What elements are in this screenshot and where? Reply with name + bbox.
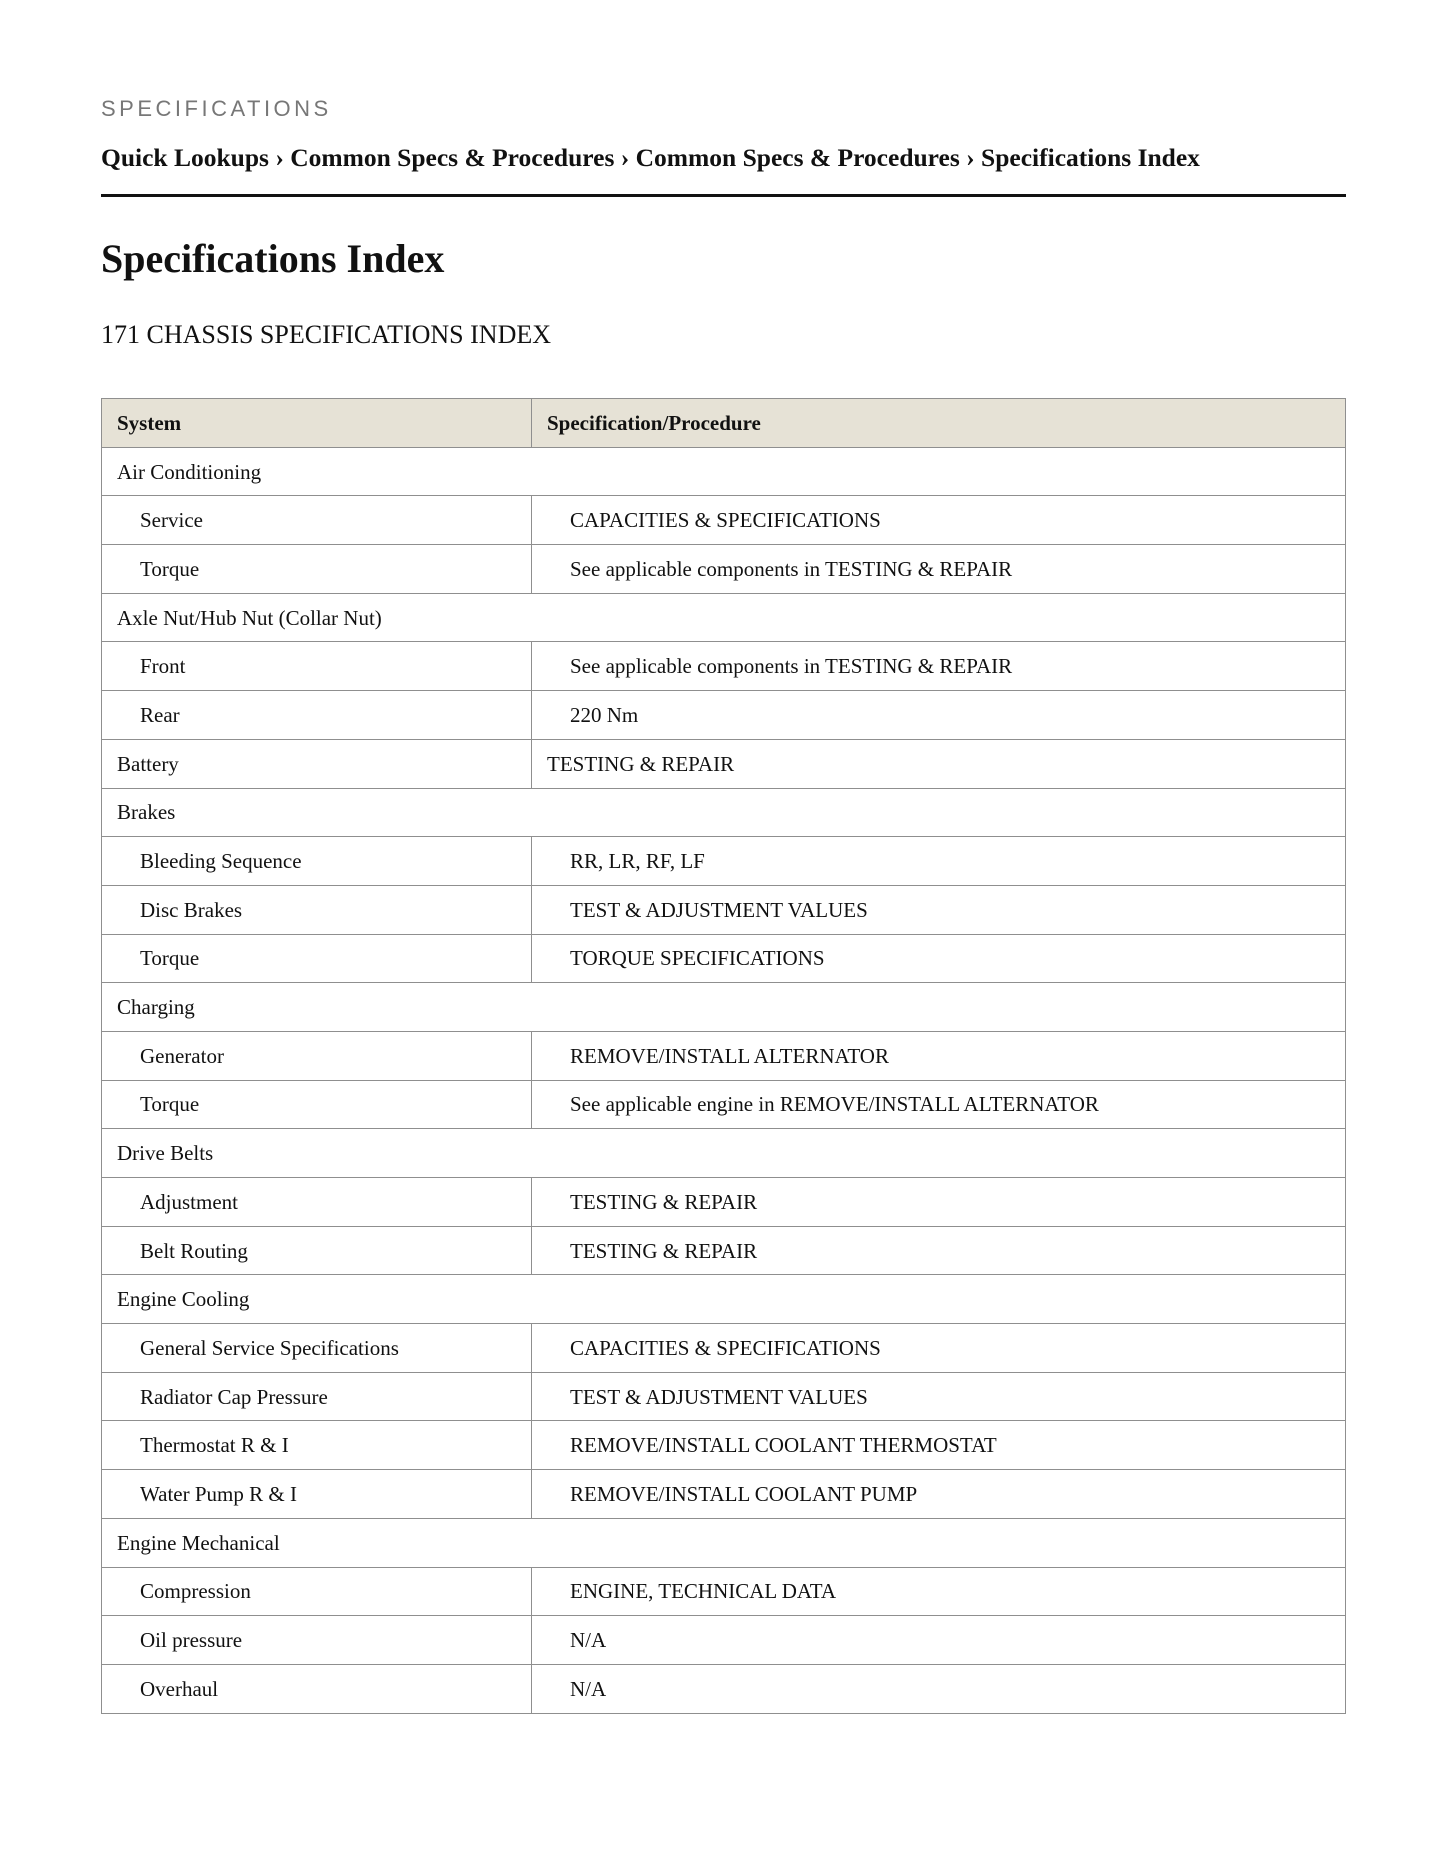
specification-cell: N/A	[532, 1616, 1346, 1665]
specification-cell: 220 Nm	[532, 691, 1346, 740]
table-row	[102, 1567, 1346, 1616]
table-group-row	[102, 788, 1346, 837]
group-label: Air Conditioning	[102, 447, 1346, 496]
breadcrumb-item[interactable]: Quick Lookups	[101, 143, 269, 172]
specification-cell: See applicable components in TESTING & REPAIR	[532, 642, 1346, 691]
specification-cell: REMOVE/INSTALL ALTERNATOR	[532, 1031, 1346, 1080]
system-cell: Disc Brakes	[102, 885, 532, 934]
specification-cell: TEST & ADJUSTMENT VALUES	[532, 885, 1346, 934]
system-cell: Generator	[102, 1031, 532, 1080]
document-subtitle: 171 CHASSIS SPECIFICATIONS INDEX	[101, 320, 552, 349]
system-cell: Compression	[102, 1567, 532, 1616]
specification-cell: TESTING & REPAIR	[532, 1226, 1346, 1275]
table-row	[102, 1178, 1346, 1227]
specification-cell: REMOVE/INSTALL COOLANT PUMP	[532, 1470, 1346, 1519]
header-divider	[101, 194, 1346, 197]
specification-cell: ENGINE, TECHNICAL DATA	[532, 1567, 1346, 1616]
system-cell: Torque	[102, 545, 532, 594]
table-row	[102, 1421, 1346, 1470]
system-cell: Adjustment	[102, 1178, 532, 1227]
group-label: Axle Nut/Hub Nut (Collar Nut)	[102, 593, 1346, 642]
table-row	[102, 885, 1346, 934]
table-row	[102, 1470, 1346, 1519]
table-row	[102, 1324, 1346, 1373]
table-row	[102, 1372, 1346, 1421]
breadcrumb-item[interactable]: Common Specs & Procedures	[290, 143, 615, 172]
specification-cell: TEST & ADJUSTMENT VALUES	[532, 1372, 1346, 1421]
specification-cell: TORQUE SPECIFICATIONS	[532, 934, 1346, 983]
table-group-row	[102, 983, 1346, 1032]
system-cell: Torque	[102, 1080, 532, 1129]
breadcrumb-separator: ›	[966, 143, 975, 172]
specification-cell: RR, LR, RF, LF	[532, 837, 1346, 886]
table-row	[102, 1664, 1346, 1713]
breadcrumb-separator: ›	[275, 143, 284, 172]
system-cell: Front	[102, 642, 532, 691]
breadcrumb-item[interactable]: Common Specs & Procedures	[635, 143, 960, 172]
system-cell: Battery	[102, 739, 532, 788]
system-cell: Belt Routing	[102, 1226, 532, 1275]
table-row	[102, 739, 1346, 788]
specification-cell: See applicable engine in REMOVE/INSTALL ALTERNATOR	[532, 1080, 1346, 1129]
system-cell: Overhaul	[102, 1664, 532, 1713]
table-group-row	[102, 1518, 1346, 1567]
specification-cell: REMOVE/INSTALL COOLANT THERMOSTAT	[532, 1421, 1346, 1470]
table-group-row	[102, 593, 1346, 642]
section-label: SPECIFICATIONS	[101, 96, 332, 121]
table-row	[102, 642, 1346, 691]
group-label: Engine Cooling	[102, 1275, 1346, 1324]
specification-cell: See applicable components in TESTING & REPAIR	[532, 545, 1346, 594]
column-header-specification: Specification/Procedure	[532, 399, 1346, 448]
breadcrumb	[101, 142, 1346, 174]
table-header-row	[102, 399, 1346, 448]
specification-cell: CAPACITIES & SPECIFICATIONS	[532, 496, 1346, 545]
table-group-row	[102, 1275, 1346, 1324]
system-cell: General Service Specifications	[102, 1324, 532, 1373]
system-cell: Water Pump R & I	[102, 1470, 532, 1519]
breadcrumb-current: Specifications Index	[981, 143, 1200, 172]
breadcrumb-separator: ›	[620, 143, 630, 172]
table-row	[102, 1616, 1346, 1665]
group-label: Engine Mechanical	[102, 1518, 1346, 1567]
table-row	[102, 691, 1346, 740]
group-label: Charging	[102, 983, 1346, 1032]
specification-cell: CAPACITIES & SPECIFICATIONS	[532, 1324, 1346, 1373]
group-label: Drive Belts	[102, 1129, 1346, 1178]
table-row	[102, 934, 1346, 983]
table-row	[102, 496, 1346, 545]
table-row	[102, 1226, 1346, 1275]
specification-cell: N/A	[532, 1664, 1346, 1713]
group-label: Brakes	[102, 788, 1346, 837]
table-group-row	[102, 447, 1346, 496]
specification-cell: TESTING & REPAIR	[532, 739, 1346, 788]
system-cell: Rear	[102, 691, 532, 740]
system-cell: Bleeding Sequence	[102, 837, 532, 886]
table-row	[102, 545, 1346, 594]
system-cell: Torque	[102, 934, 532, 983]
table-row	[102, 1031, 1346, 1080]
table-body	[102, 447, 1346, 1713]
system-cell: Radiator Cap Pressure	[102, 1372, 532, 1421]
column-header-system: System	[102, 399, 532, 448]
page-title: Specifications Index	[101, 236, 445, 281]
specification-cell: TESTING & REPAIR	[532, 1178, 1346, 1227]
system-cell: Service	[102, 496, 532, 545]
specifications-table	[101, 398, 1346, 1714]
table-row	[102, 837, 1346, 886]
table-row	[102, 1080, 1346, 1129]
system-cell: Thermostat R & I	[102, 1421, 532, 1470]
system-cell: Oil pressure	[102, 1616, 532, 1665]
table-group-row	[102, 1129, 1346, 1178]
